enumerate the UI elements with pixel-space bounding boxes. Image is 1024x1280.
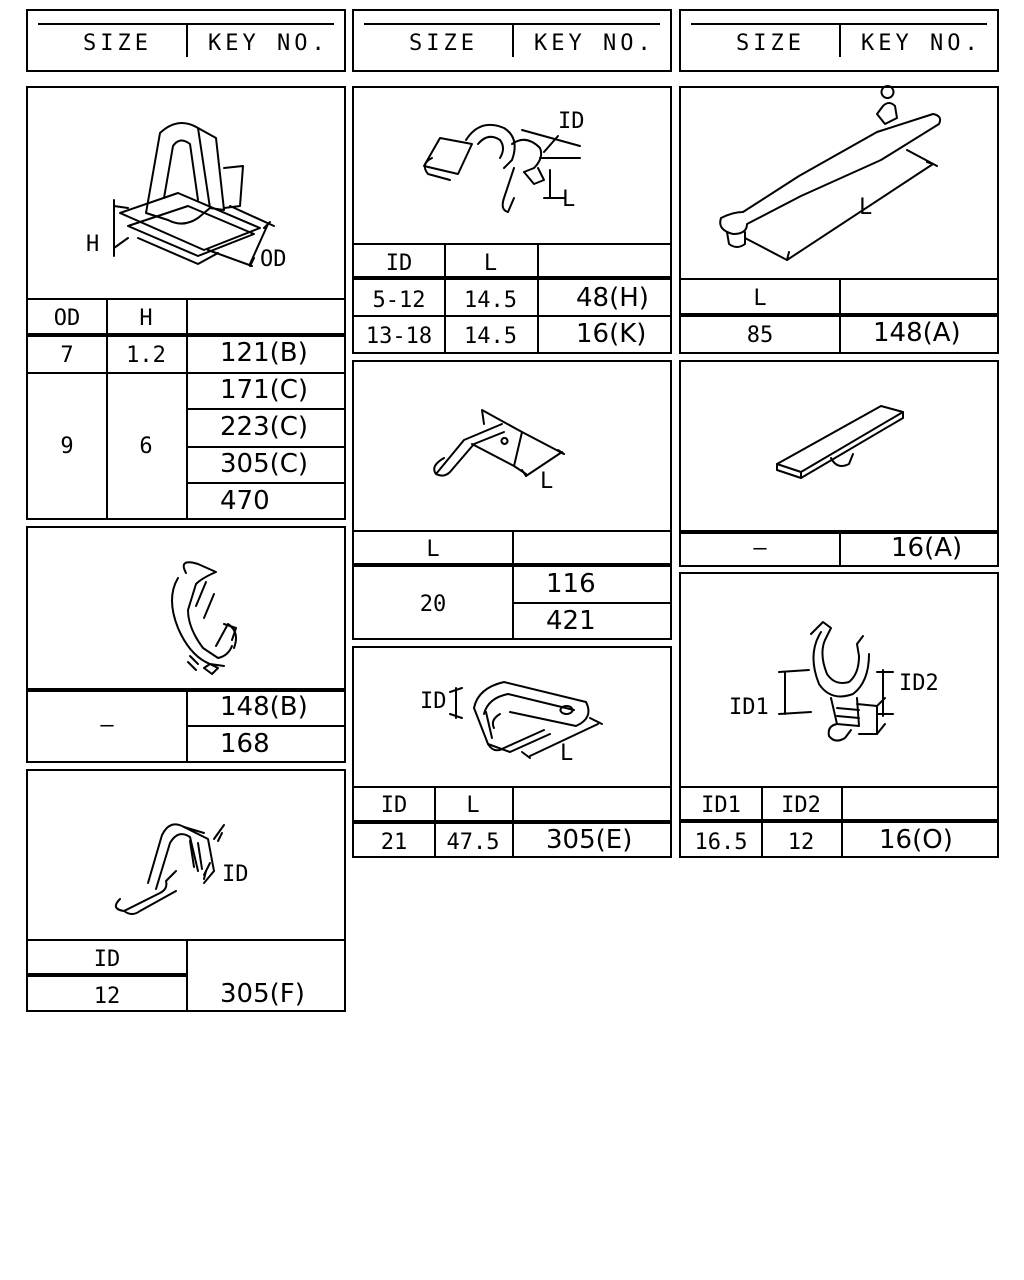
push-clip-illustration	[28, 88, 348, 298]
clamp-illustration	[28, 771, 348, 939]
dim-h-label: H	[86, 232, 100, 257]
panel-flat-clip	[679, 360, 999, 567]
band-tie-illustration	[681, 88, 1001, 278]
col-head-id1: ID1	[701, 793, 741, 818]
panel-clip-id-l	[352, 86, 672, 354]
panel-double-clip	[679, 572, 999, 858]
header-col-2	[352, 9, 672, 72]
cell-size: –	[100, 713, 114, 738]
pipe-clip-illustration	[354, 88, 674, 243]
cell-l: 20	[419, 592, 447, 617]
cell-id: 13-18	[365, 324, 433, 349]
cell-od: 9	[60, 434, 74, 459]
panel-hook-clip	[26, 526, 346, 763]
header-size-label: SIZE	[83, 31, 152, 56]
col-head-id2: ID2	[781, 793, 821, 818]
cell-size: –	[753, 536, 767, 561]
hook-clip-illustration	[28, 528, 348, 688]
panel-band-l	[679, 86, 999, 354]
header-key-label: KEY NO.	[208, 31, 329, 56]
col-head-l: L	[483, 251, 498, 276]
key-number: 223(C)	[220, 412, 309, 442]
header-size-label: SIZE	[409, 31, 478, 56]
dim-id-label: ID	[558, 109, 585, 134]
bracket-illustration	[354, 362, 674, 530]
dim-od-label: OD	[260, 247, 287, 272]
panel-clip-od-h	[26, 86, 346, 520]
key-number: 421	[546, 606, 596, 636]
cell-h: 1.2	[126, 343, 166, 368]
dim-l-label: L	[560, 741, 574, 766]
col-head-l: L	[426, 537, 440, 562]
key-number: 48(H)	[576, 283, 649, 313]
header-col-1	[26, 9, 346, 72]
cell-l: 14.5	[464, 324, 517, 349]
key-number: 116	[546, 569, 596, 599]
cell-h: 6	[139, 434, 153, 459]
header-key-label: KEY NO.	[534, 31, 655, 56]
dim-l-label: L	[562, 187, 576, 212]
cell-id1: 16.5	[694, 830, 748, 855]
cell-id: 21	[380, 830, 408, 855]
cell-l: 47.5	[446, 830, 500, 855]
col-head-h: H	[139, 306, 153, 331]
cell-id2: 12	[787, 830, 815, 855]
panel-bracket-l	[352, 360, 672, 640]
col-head-id: ID	[380, 793, 408, 818]
key-number: 148(B)	[220, 692, 308, 722]
dim-l-label: L	[540, 469, 554, 494]
col-head-id: ID	[93, 947, 121, 972]
key-number: 171(C)	[220, 375, 309, 405]
header-col-3	[679, 9, 999, 72]
key-number: 121(B)	[220, 338, 308, 368]
cell-id: 12	[93, 984, 121, 1009]
key-number: 305(E)	[546, 825, 633, 855]
key-number: 148(A)	[873, 318, 961, 348]
col-head-l: L	[466, 793, 480, 818]
header-size-label: SIZE	[736, 31, 805, 56]
cell-id: 5-12	[372, 288, 426, 313]
cell-l: 14.5	[464, 288, 517, 313]
dim-id2-label: ID2	[899, 671, 939, 696]
key-number: 305(C)	[220, 449, 309, 479]
dim-l-label: L	[859, 195, 873, 220]
cell-l: 85	[746, 323, 774, 348]
key-number: 16(O)	[879, 825, 953, 855]
col-head-l: L	[753, 286, 767, 311]
u-clip-illustration	[354, 648, 674, 786]
dim-id-label: ID	[420, 689, 447, 714]
dim-id1-label: ID1	[729, 695, 769, 720]
header-key-label: KEY NO.	[861, 31, 982, 56]
panel-clamp-id	[26, 769, 346, 1012]
key-number: 168	[220, 729, 270, 759]
flat-clip-illustration	[681, 362, 1001, 530]
key-number: 470	[220, 486, 270, 516]
cell-od: 7	[60, 343, 74, 368]
panel-u-clip	[352, 646, 672, 858]
col-head-od: OD	[53, 306, 81, 331]
key-number: 16(A)	[891, 533, 963, 563]
key-number: 305(F)	[220, 979, 305, 1009]
double-clip-illustration	[681, 574, 1001, 786]
col-head-id: ID	[385, 251, 413, 276]
dim-id-label: ID	[222, 862, 249, 887]
key-number: 16(K)	[576, 319, 647, 349]
